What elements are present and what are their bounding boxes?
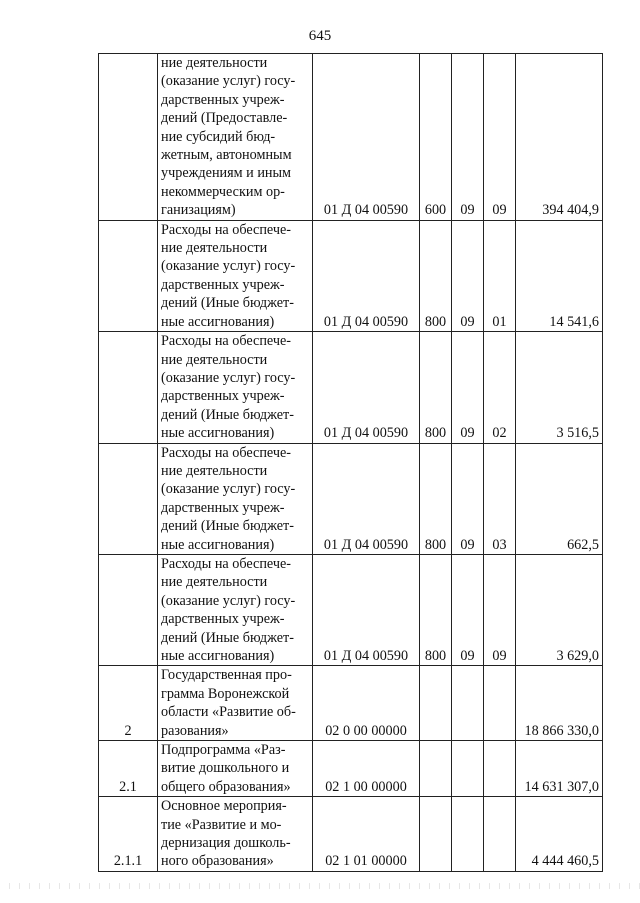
- row-name: ние деятельности (оказание услуг) госу- дарственных учреж- дений (Предоставле- ние субсидий бюд- жетным, автономным учреждениям и иным некоммерческим ор- ганизациям): [158, 54, 313, 221]
- row-target-code: 01 Д 04 00590: [313, 220, 420, 331]
- row-section: [452, 741, 484, 797]
- row-expense-type: [420, 797, 452, 872]
- row-number: [99, 220, 158, 331]
- row-number: [99, 332, 158, 443]
- row-section: 09: [452, 332, 484, 443]
- row-name: Основное мероприя- тие «Развитие и мо- дернизация дошколь- ного образования»: [158, 797, 313, 872]
- row-target-code: 02 1 01 00000: [313, 797, 420, 872]
- row-number: [99, 443, 158, 554]
- row-section: 09: [452, 554, 484, 665]
- row-name: Расходы на обеспече- ние деятельности (оказание услуг) госу- дарственных учреж- дений (Иные бюджет- ные ассигнования): [158, 220, 313, 331]
- row-name: Расходы на обеспече- ние деятельности (оказание услуг) госу- дарственных учреж- дений (Иные бюджет- ные ассигнования): [158, 443, 313, 554]
- row-amount: 18 866 330,0: [516, 666, 603, 741]
- row-section: [452, 797, 484, 872]
- row-expense-type: [420, 741, 452, 797]
- budget-table: [98, 53, 603, 872]
- table-row: [99, 741, 603, 797]
- row-section: [452, 666, 484, 741]
- row-subsection: 09: [484, 54, 516, 221]
- row-amount: 3 629,0: [516, 554, 603, 665]
- scan-artifact: [0, 883, 640, 889]
- table-row: [99, 797, 603, 872]
- table-row: [99, 54, 603, 221]
- table-row: [99, 666, 603, 741]
- row-section: 09: [452, 54, 484, 221]
- row-target-code: 01 Д 04 00590: [313, 443, 420, 554]
- row-amount: 394 404,9: [516, 54, 603, 221]
- row-section: 09: [452, 220, 484, 331]
- row-number: [99, 54, 158, 221]
- row-subsection: 09: [484, 554, 516, 665]
- row-subsection: 02: [484, 332, 516, 443]
- row-expense-type: 800: [420, 443, 452, 554]
- row-number: 2.1: [99, 741, 158, 797]
- row-name: Государственная про- грамма Воронежской области «Развитие об- разования»: [158, 666, 313, 741]
- row-subsection: [484, 741, 516, 797]
- row-target-code: 02 1 00 00000: [313, 741, 420, 797]
- row-expense-type: 800: [420, 554, 452, 665]
- row-number: [99, 554, 158, 665]
- row-number: 2.1.1: [99, 797, 158, 872]
- table-row: [99, 332, 603, 443]
- row-target-code: 01 Д 04 00590: [313, 554, 420, 665]
- row-amount: 14 631 307,0: [516, 741, 603, 797]
- table-row: [99, 443, 603, 554]
- row-target-code: 02 0 00 00000: [313, 666, 420, 741]
- row-expense-type: 600: [420, 54, 452, 221]
- table-row: [99, 554, 603, 665]
- row-subsection: [484, 666, 516, 741]
- row-target-code: 01 Д 04 00590: [313, 332, 420, 443]
- row-section: 09: [452, 443, 484, 554]
- row-subsection: 03: [484, 443, 516, 554]
- row-expense-type: 800: [420, 220, 452, 331]
- row-amount: 3 516,5: [516, 332, 603, 443]
- page-number: 645: [308, 28, 332, 44]
- row-amount: 662,5: [516, 443, 603, 554]
- row-subsection: [484, 797, 516, 872]
- row-expense-type: [420, 666, 452, 741]
- row-number: 2: [99, 666, 158, 741]
- table-row: [99, 220, 603, 331]
- row-name: Расходы на обеспече- ние деятельности (оказание услуг) госу- дарственных учреж- дений (Иные бюджет- ные ассигнования): [158, 332, 313, 443]
- row-expense-type: 800: [420, 332, 452, 443]
- row-subsection: 01: [484, 220, 516, 331]
- row-name: Подпрограмма «Раз- витие дошкольного и общего образования»: [158, 741, 313, 797]
- row-name: Расходы на обеспече- ние деятельности (оказание услуг) госу- дарственных учреж- дений (Иные бюджет- ные ассигнования): [158, 554, 313, 665]
- row-target-code: 01 Д 04 00590: [313, 54, 420, 221]
- row-amount: 14 541,6: [516, 220, 603, 331]
- row-amount: 4 444 460,5: [516, 797, 603, 872]
